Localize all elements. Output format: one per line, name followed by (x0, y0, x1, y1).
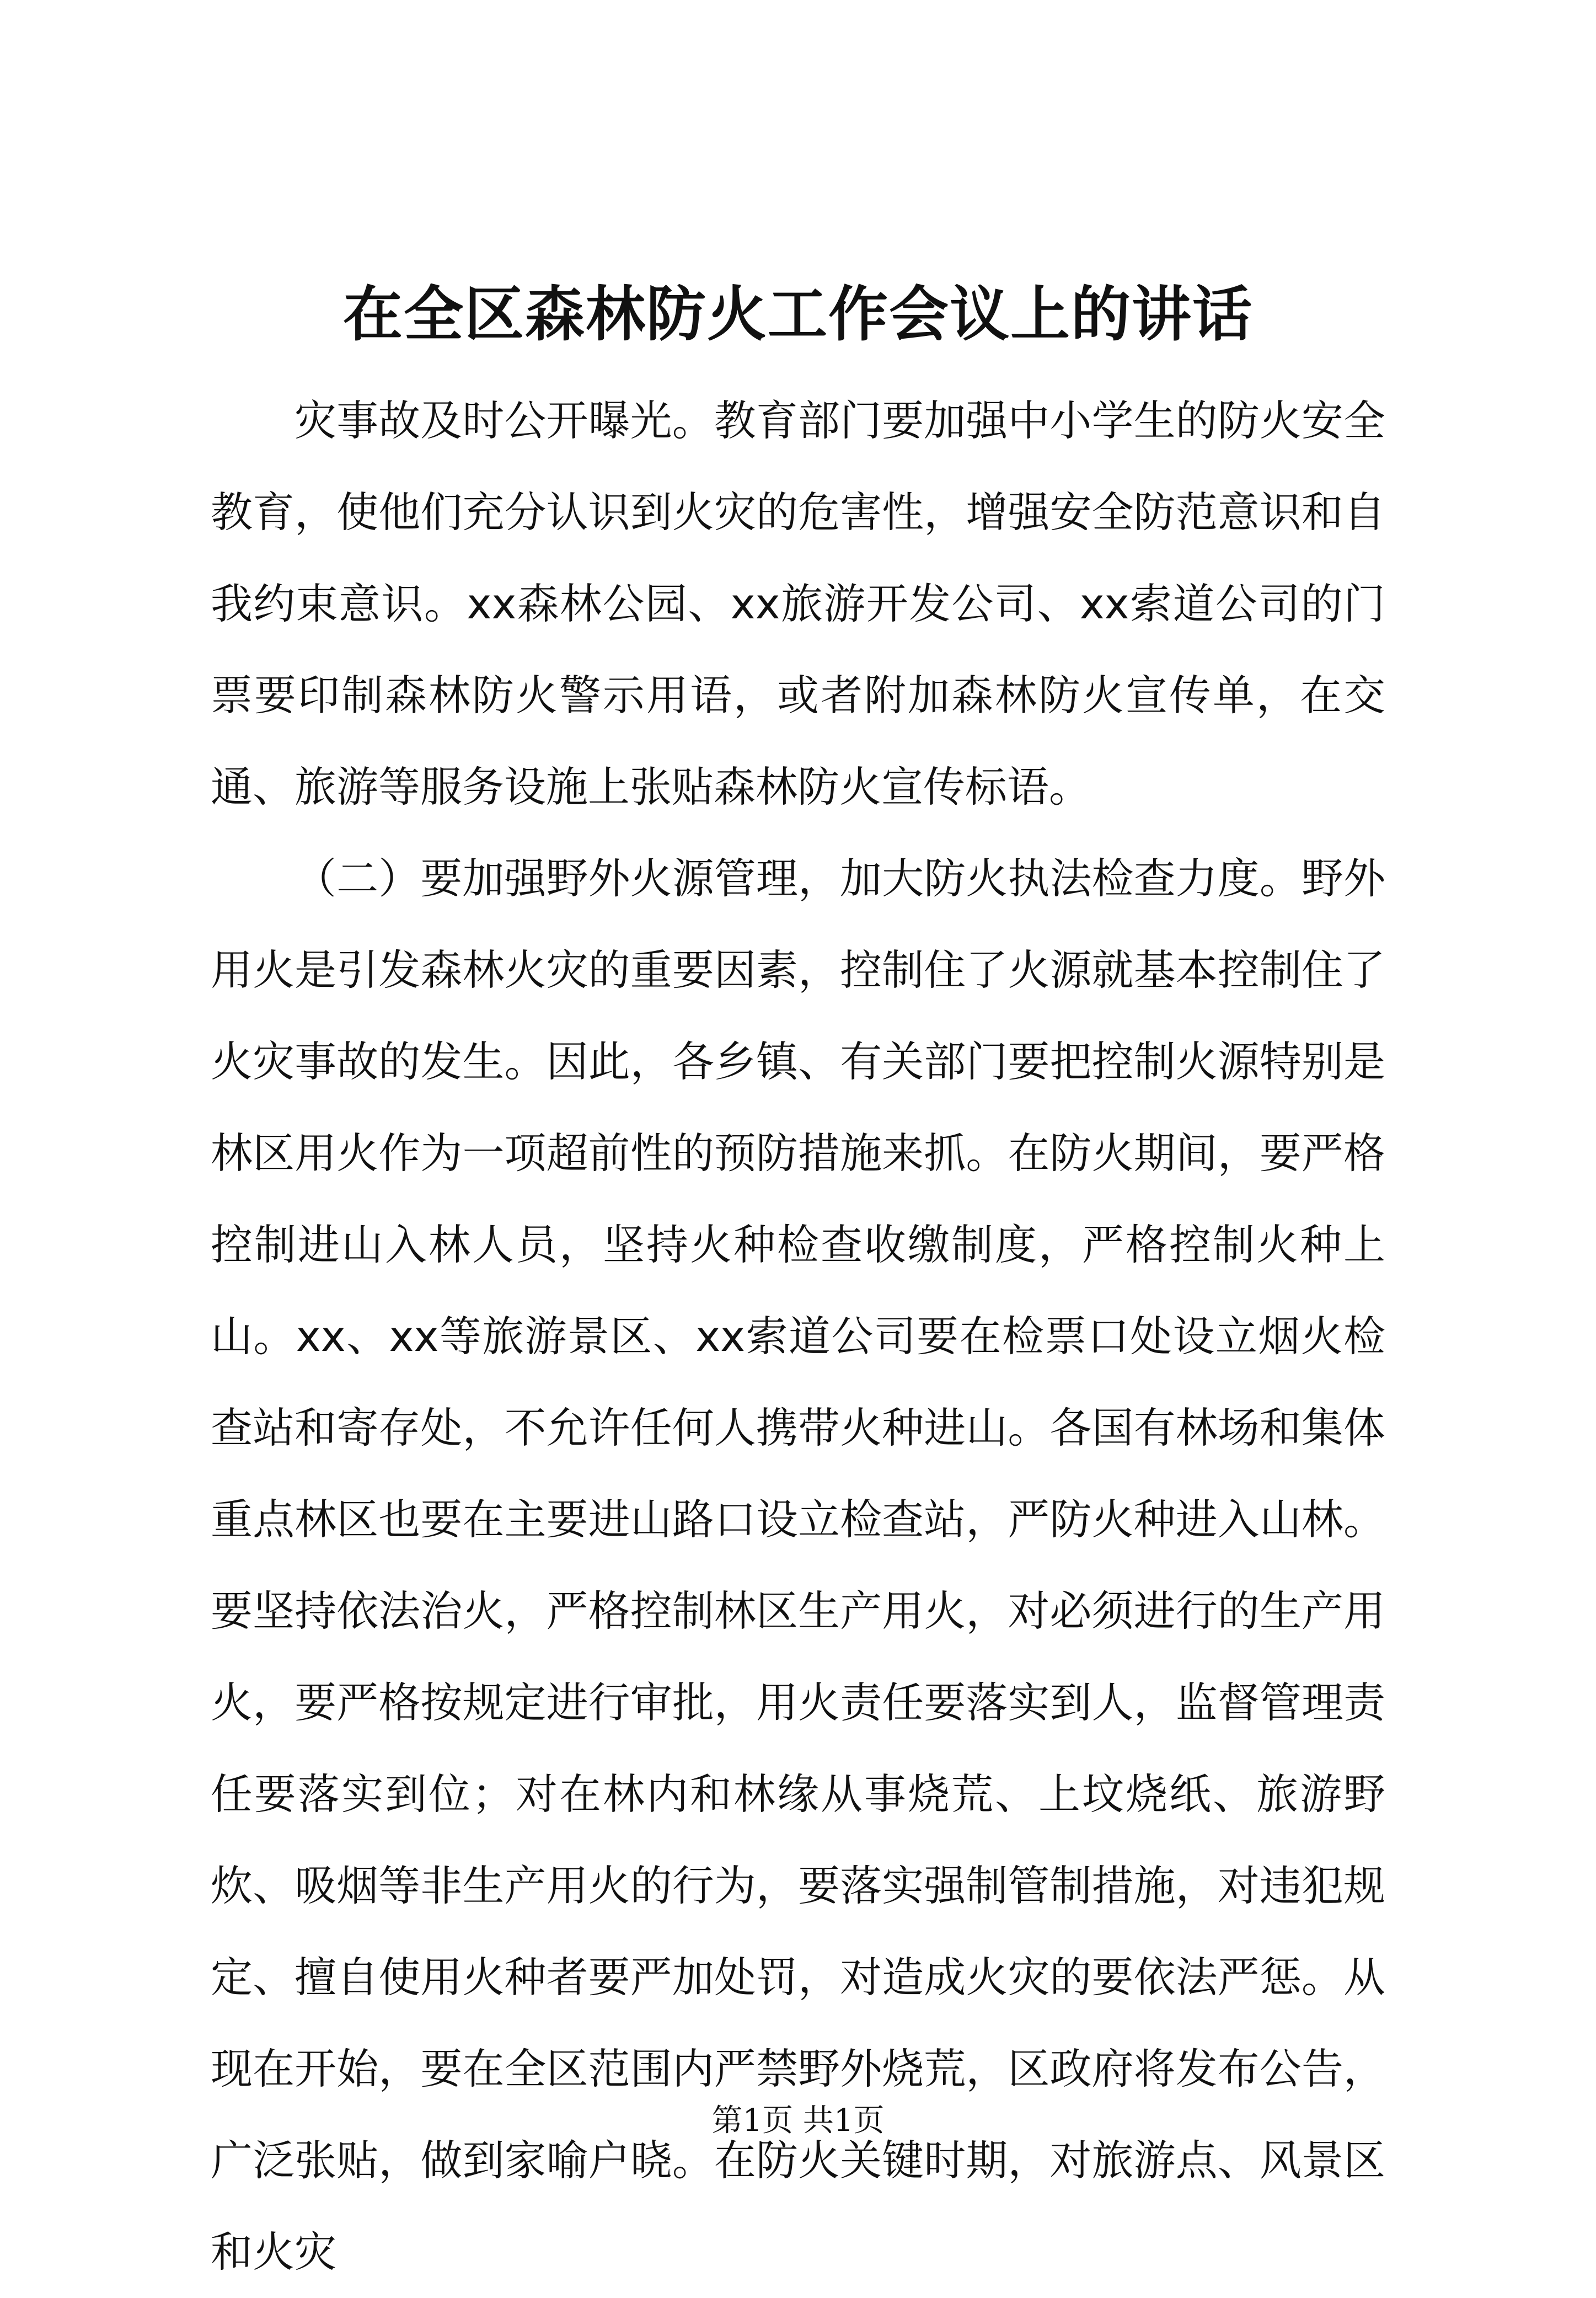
page-footer: 第1页 共1页 (711, 2103, 885, 2139)
document-title: 在全区森林防火工作会议上的讲话 (342, 280, 1253, 349)
paragraph-1: 灾事故及时公开曝光。教育部门要加强中小学生的防火安全教育，使他们充分认识到火灾的危害性，增强安全防范意识和自我约束意识。xx森林公园、xx旅游开发公司、xx索道公司的门票要印制森林防火警示用语，或者附加森林防火宣传单，在交通、旅游等服务设施上张贴森林防火宣传标语。 (211, 396, 1385, 811)
paragraph-2: （二）要加强野外火源管理，加大防火执法检查力度。野外用火是引发森林火灾的重要因素，控制住了火源就基本控制住了火灾事故的发生。因此，各乡镇、有关部门要把控制火源特别是林区用火作为一项超前性的预防措施来抓。在防火期间，要严格控制进山入林人员，坚持火种检查收缴制度，严格控制火种上山。xx、xx等旅游景区、xx索道公司要在检票口处设立烟火检查站和寄存处，不允许任何人携带火种进山。各国有林场和集体重点林区也要在主要进山路口设立检查站，严防火种进入山林。要坚持依法治火，严格控制林区生产用火，对必须进行的生产用火，要严格按规定进行审批，用火责任要落实到人，监督管理责任要落实到位；对在林内和林缘从事烧荒、上坟烧纸、旅游野炊、吸烟等非生产用火的行为，要落实强制管制措施，对违犯规定、擅自使用火种者要严加处罚，对造成火灾的要依法严惩。从现在开始，要在全区范围内严禁野外烧荒，区政府将发布公告，广泛张贴，做到家喻户晓。在防火关键时期，对旅游点、风景区和火灾 (211, 854, 1385, 2276)
document-body (211, 375, 1385, 2298)
